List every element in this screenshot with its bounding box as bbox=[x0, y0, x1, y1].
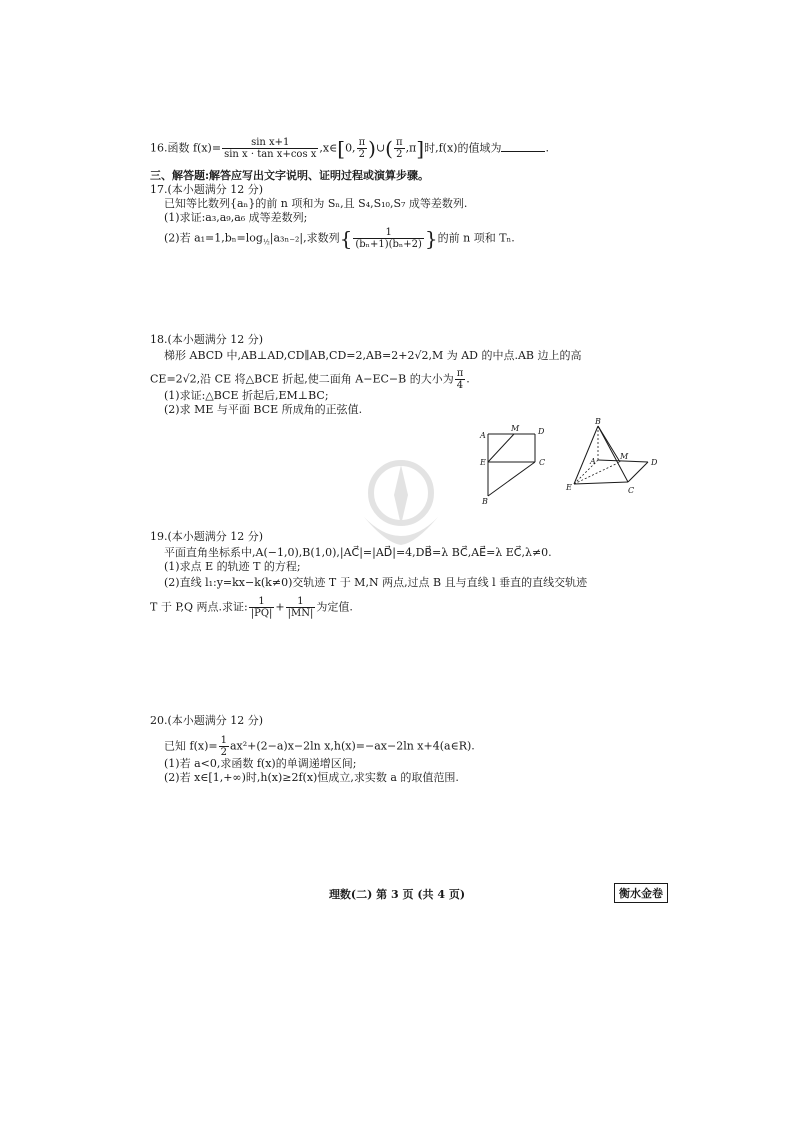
q16-denominator: sin x · tan x+cos x bbox=[224, 149, 317, 160]
q16-prefix: 16.函数 f(x)= bbox=[150, 141, 222, 155]
publisher-stamp: 衡水金卷 bbox=[614, 883, 668, 903]
q18-title: 18.(本小题满分 12 分) bbox=[150, 333, 264, 346]
q16-answer-blank bbox=[501, 151, 545, 152]
q18-line4: (2)求 ME 与平面 BCE 所成角的正弦值. bbox=[164, 403, 363, 416]
watermark-emblem bbox=[356, 455, 446, 555]
q19-line1: 平面直角坐标系中,A(−1,0),B(1,0),|AC⃗|=|AD⃗|=4,DB⃗=λ BC⃗,AE⃗=λ EC⃗,λ≠0. bbox=[164, 546, 552, 559]
q17-part2-c: 的前 n 项和 Tₙ. bbox=[437, 231, 515, 245]
q20-line1: 已知 f(x)= $\frac{1}{2}$ ax²+(2−a)x−2ln x,h(x)=−ax−2ln x+4(a∈R). bbox=[164, 735, 475, 758]
fig1-label-c: C bbox=[539, 458, 546, 467]
section-3-heading: 三、解答题:解答应写出文字说明、证明过程或演算步骤。 bbox=[150, 169, 430, 182]
q17-line2: (1)求证:a₃,a₉,a₆ 成等差数列; bbox=[164, 211, 308, 224]
q16-interval2: ,π bbox=[405, 141, 417, 155]
q17-fraction: $\frac{1}{\text{(bₙ+1)(bₙ+2)}}$ bbox=[355, 227, 422, 250]
q19-line4: T 于 P,Q 两点.求证: $\frac{1}{|PQ|}$ + $\frac{1}{|MN|}$ 为定值. bbox=[150, 596, 353, 619]
q16-interval1: 0, bbox=[345, 141, 356, 155]
q18-trapezoid-figure bbox=[470, 420, 560, 512]
fig1-label-d: D bbox=[538, 427, 545, 436]
q18-line1: 梯形 ABCD 中,AB⊥AD,CD∥AB,CD=2,AB=2+2√2,M 为 AD 的中点.AB 边上的高 bbox=[164, 349, 582, 362]
q17-part2-a: (2)若 a₁=1,bₙ=log bbox=[164, 231, 263, 245]
fig2-label-a: A bbox=[590, 457, 596, 466]
fig2-label-m: M bbox=[620, 452, 629, 461]
q20-half: $\frac{1}{2}$ bbox=[220, 735, 227, 758]
q18-line3: (1)求证:△BCE 折起后,EM⊥BC; bbox=[164, 389, 329, 402]
q17-title: 17.(本小题满分 12 分) bbox=[150, 183, 264, 196]
q17-line1: 已知等比数列{aₙ}的前 n 项和为 Sₙ,且 S₄,S₁₀,S₇ 成等差数列. bbox=[164, 197, 468, 210]
q16-pi-half-1: $\frac{\pi}{2}$ bbox=[358, 137, 366, 160]
fig1-label-b: B bbox=[482, 497, 488, 506]
fig2-label-e: E bbox=[566, 483, 572, 492]
fig1-label-e: E bbox=[480, 458, 486, 467]
q18-folded-figure bbox=[562, 414, 666, 500]
q17-part2-b: |a₃ₙ₋₂|,求数列 bbox=[269, 231, 340, 245]
q18-line2: CE=2√2,沿 CE 将△BCE 折起,使二面角 A−EC−B 的大小为 $\frac{\pi}{4}$ . bbox=[150, 368, 470, 391]
q16-numerator: sin x+1 bbox=[222, 137, 318, 149]
q16-line: 16.函数 f(x)= $\frac{\text{sin x+1}}{\text{sin x · tan x+cos x}}$ ,x∈[0, $\frac{\pi}{2}$ )∪( $\frac{\pi}{2}$ ,π]时,f(x)的值域为 . bbox=[150, 136, 549, 161]
fig2-label-b: B bbox=[595, 417, 601, 426]
q20-line3: (2)若 x∈[1,+∞)时,h(x)≥2f(x)恒成立,求实数 a 的取值范围. bbox=[164, 771, 459, 784]
q17-line3: (2)若 $a_1=1,b_n=\log_{\frac{1}{2}}|a_{3n-2}|$,求数列{ $\frac{1}{\text{(bₙ+1)(bₙ+2)}}$ }的前 n 项和 Tₙ. bbox=[164, 226, 515, 251]
q16-suffix: 时,f(x)的值域为 bbox=[424, 141, 502, 155]
page-footer: 理数(二) 第 3 页 (共 4 页) bbox=[328, 888, 466, 901]
q16-domain: ,x∈ bbox=[319, 141, 338, 155]
fig2-label-d: D bbox=[651, 458, 658, 467]
q20-line2: (1)若 a<0,求函数 f(x)的单调递增区间; bbox=[164, 757, 357, 770]
q20-title: 20.(本小题满分 12 分) bbox=[150, 714, 264, 727]
q19-frac-mn: $\frac{1}{|MN|}$ bbox=[287, 596, 314, 619]
q19-line3: (2)直线 l₁:y=kx−k(k≠0)交轨迹 T 于 M,N 两点,过点 B 且与直线 l 垂直的直线交轨迹 bbox=[164, 576, 588, 589]
q16-fraction bbox=[222, 137, 318, 160]
q19-title: 19.(本小题满分 12 分) bbox=[150, 530, 264, 543]
q19-frac-pq: $\frac{1}{|PQ|}$ bbox=[250, 596, 273, 619]
fig1-label-m: M bbox=[511, 424, 520, 433]
q16-pi-half-2: $\frac{\pi}{2}$ bbox=[395, 137, 403, 160]
q18-pi-quarter: $\frac{\pi}{4}$ bbox=[456, 368, 464, 391]
q19-line2: (1)求点 E 的轨迹 T 的方程; bbox=[164, 560, 301, 573]
fig2-label-c: C bbox=[628, 486, 635, 495]
q16-union: ∪ bbox=[375, 141, 386, 155]
fig1-label-a: A bbox=[480, 431, 486, 440]
